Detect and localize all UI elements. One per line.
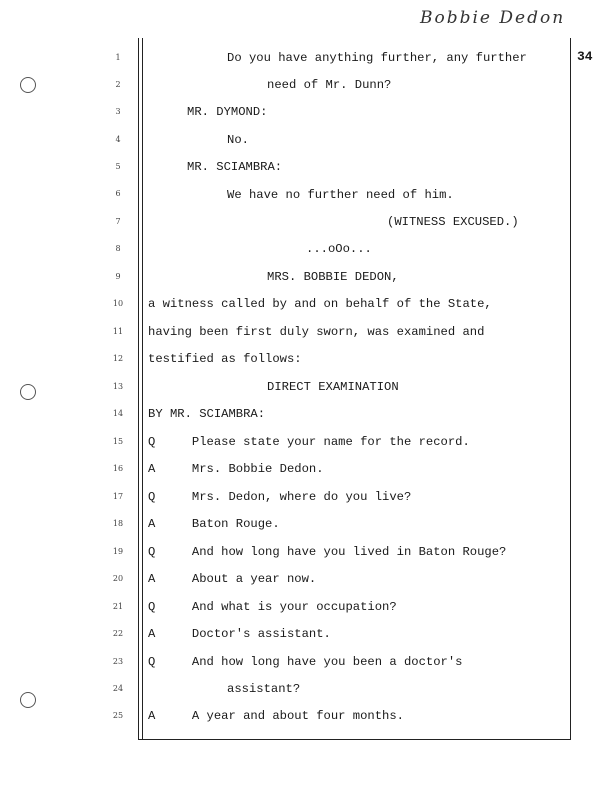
- line-number: 23: [112, 657, 124, 666]
- transcript-line: MR. DYMOND:: [187, 105, 268, 119]
- transcript-line: Q Please state your name for the record.: [148, 435, 470, 449]
- transcript-line: A About a year now.: [148, 572, 317, 586]
- line-number: 8: [115, 244, 121, 253]
- line-number: 7: [115, 217, 121, 226]
- line-number: 21: [112, 602, 124, 611]
- transcript-line: MR. SCIAMBRA:: [187, 160, 283, 174]
- line-number: 16: [112, 464, 124, 473]
- transcript-line: need of Mr. Dunn?: [267, 78, 392, 92]
- transcript-line: a witness called by and on behalf of the State,: [148, 297, 492, 311]
- transcript-line: Q Mrs. Dedon, where do you live?: [148, 490, 412, 504]
- transcript-line: (WITNESS EXCUSED.): [387, 215, 519, 229]
- line-number: 5: [115, 162, 121, 171]
- transcript-line: A Mrs. Bobbie Dedon.: [148, 462, 324, 476]
- line-number: 12: [112, 354, 124, 363]
- bottom-rule: [138, 739, 571, 740]
- line-number: 20: [112, 574, 124, 583]
- left-margin-rule-inner: [142, 38, 143, 740]
- line-number: 4: [115, 135, 121, 144]
- line-number: 10: [112, 299, 124, 308]
- line-number: 1: [115, 53, 121, 62]
- line-number: 22: [112, 629, 124, 638]
- transcript-line: No.: [227, 133, 249, 147]
- transcript-line: Q And how long have you been a doctor's: [148, 655, 463, 669]
- handwritten-note: Bobbie Dedon: [420, 8, 566, 28]
- transcript-line: Do you have anything further, any further: [227, 51, 527, 65]
- line-number: 15: [112, 437, 124, 446]
- transcript-line: testified as follows:: [148, 352, 302, 366]
- transcript-line: A Baton Rouge.: [148, 517, 280, 531]
- line-number: 6: [115, 189, 121, 198]
- left-margin-rule: [138, 38, 139, 740]
- line-number: 13: [112, 382, 124, 391]
- line-number: 17: [112, 492, 124, 501]
- transcript-line: We have no further need of him.: [227, 188, 454, 202]
- transcript-line: having been first duly sworn, was examined and: [148, 325, 485, 339]
- transcript-line: ...oOo...: [306, 242, 372, 256]
- line-number: 19: [112, 547, 124, 556]
- line-number: 18: [112, 519, 124, 528]
- line-number: 24: [112, 684, 124, 693]
- transcript-line: A A year and about four months.: [148, 709, 404, 723]
- transcript-line: MRS. BOBBIE DEDON,: [267, 270, 399, 284]
- punch-hole-icon: [20, 692, 36, 708]
- line-number: 9: [115, 272, 121, 281]
- line-number: 3: [115, 107, 121, 116]
- transcript-line: assistant?: [227, 682, 301, 696]
- transcript-line: A Doctor's assistant.: [148, 627, 331, 641]
- line-number: 25: [112, 711, 124, 720]
- punch-hole-icon: [20, 77, 36, 93]
- transcript-line: Q And how long have you lived in Baton Rouge?: [148, 545, 507, 559]
- line-number: 14: [112, 409, 124, 418]
- transcript-line: BY MR. SCIAMBRA:: [148, 407, 266, 421]
- right-margin-rule: [570, 38, 571, 740]
- transcript-line: Q And what is your occupation?: [148, 600, 397, 614]
- punch-hole-icon: [20, 384, 36, 400]
- page-number: 34: [577, 49, 593, 64]
- line-number: 11: [112, 327, 124, 336]
- line-number: 2: [115, 80, 121, 89]
- transcript-line: DIRECT EXAMINATION: [267, 380, 399, 394]
